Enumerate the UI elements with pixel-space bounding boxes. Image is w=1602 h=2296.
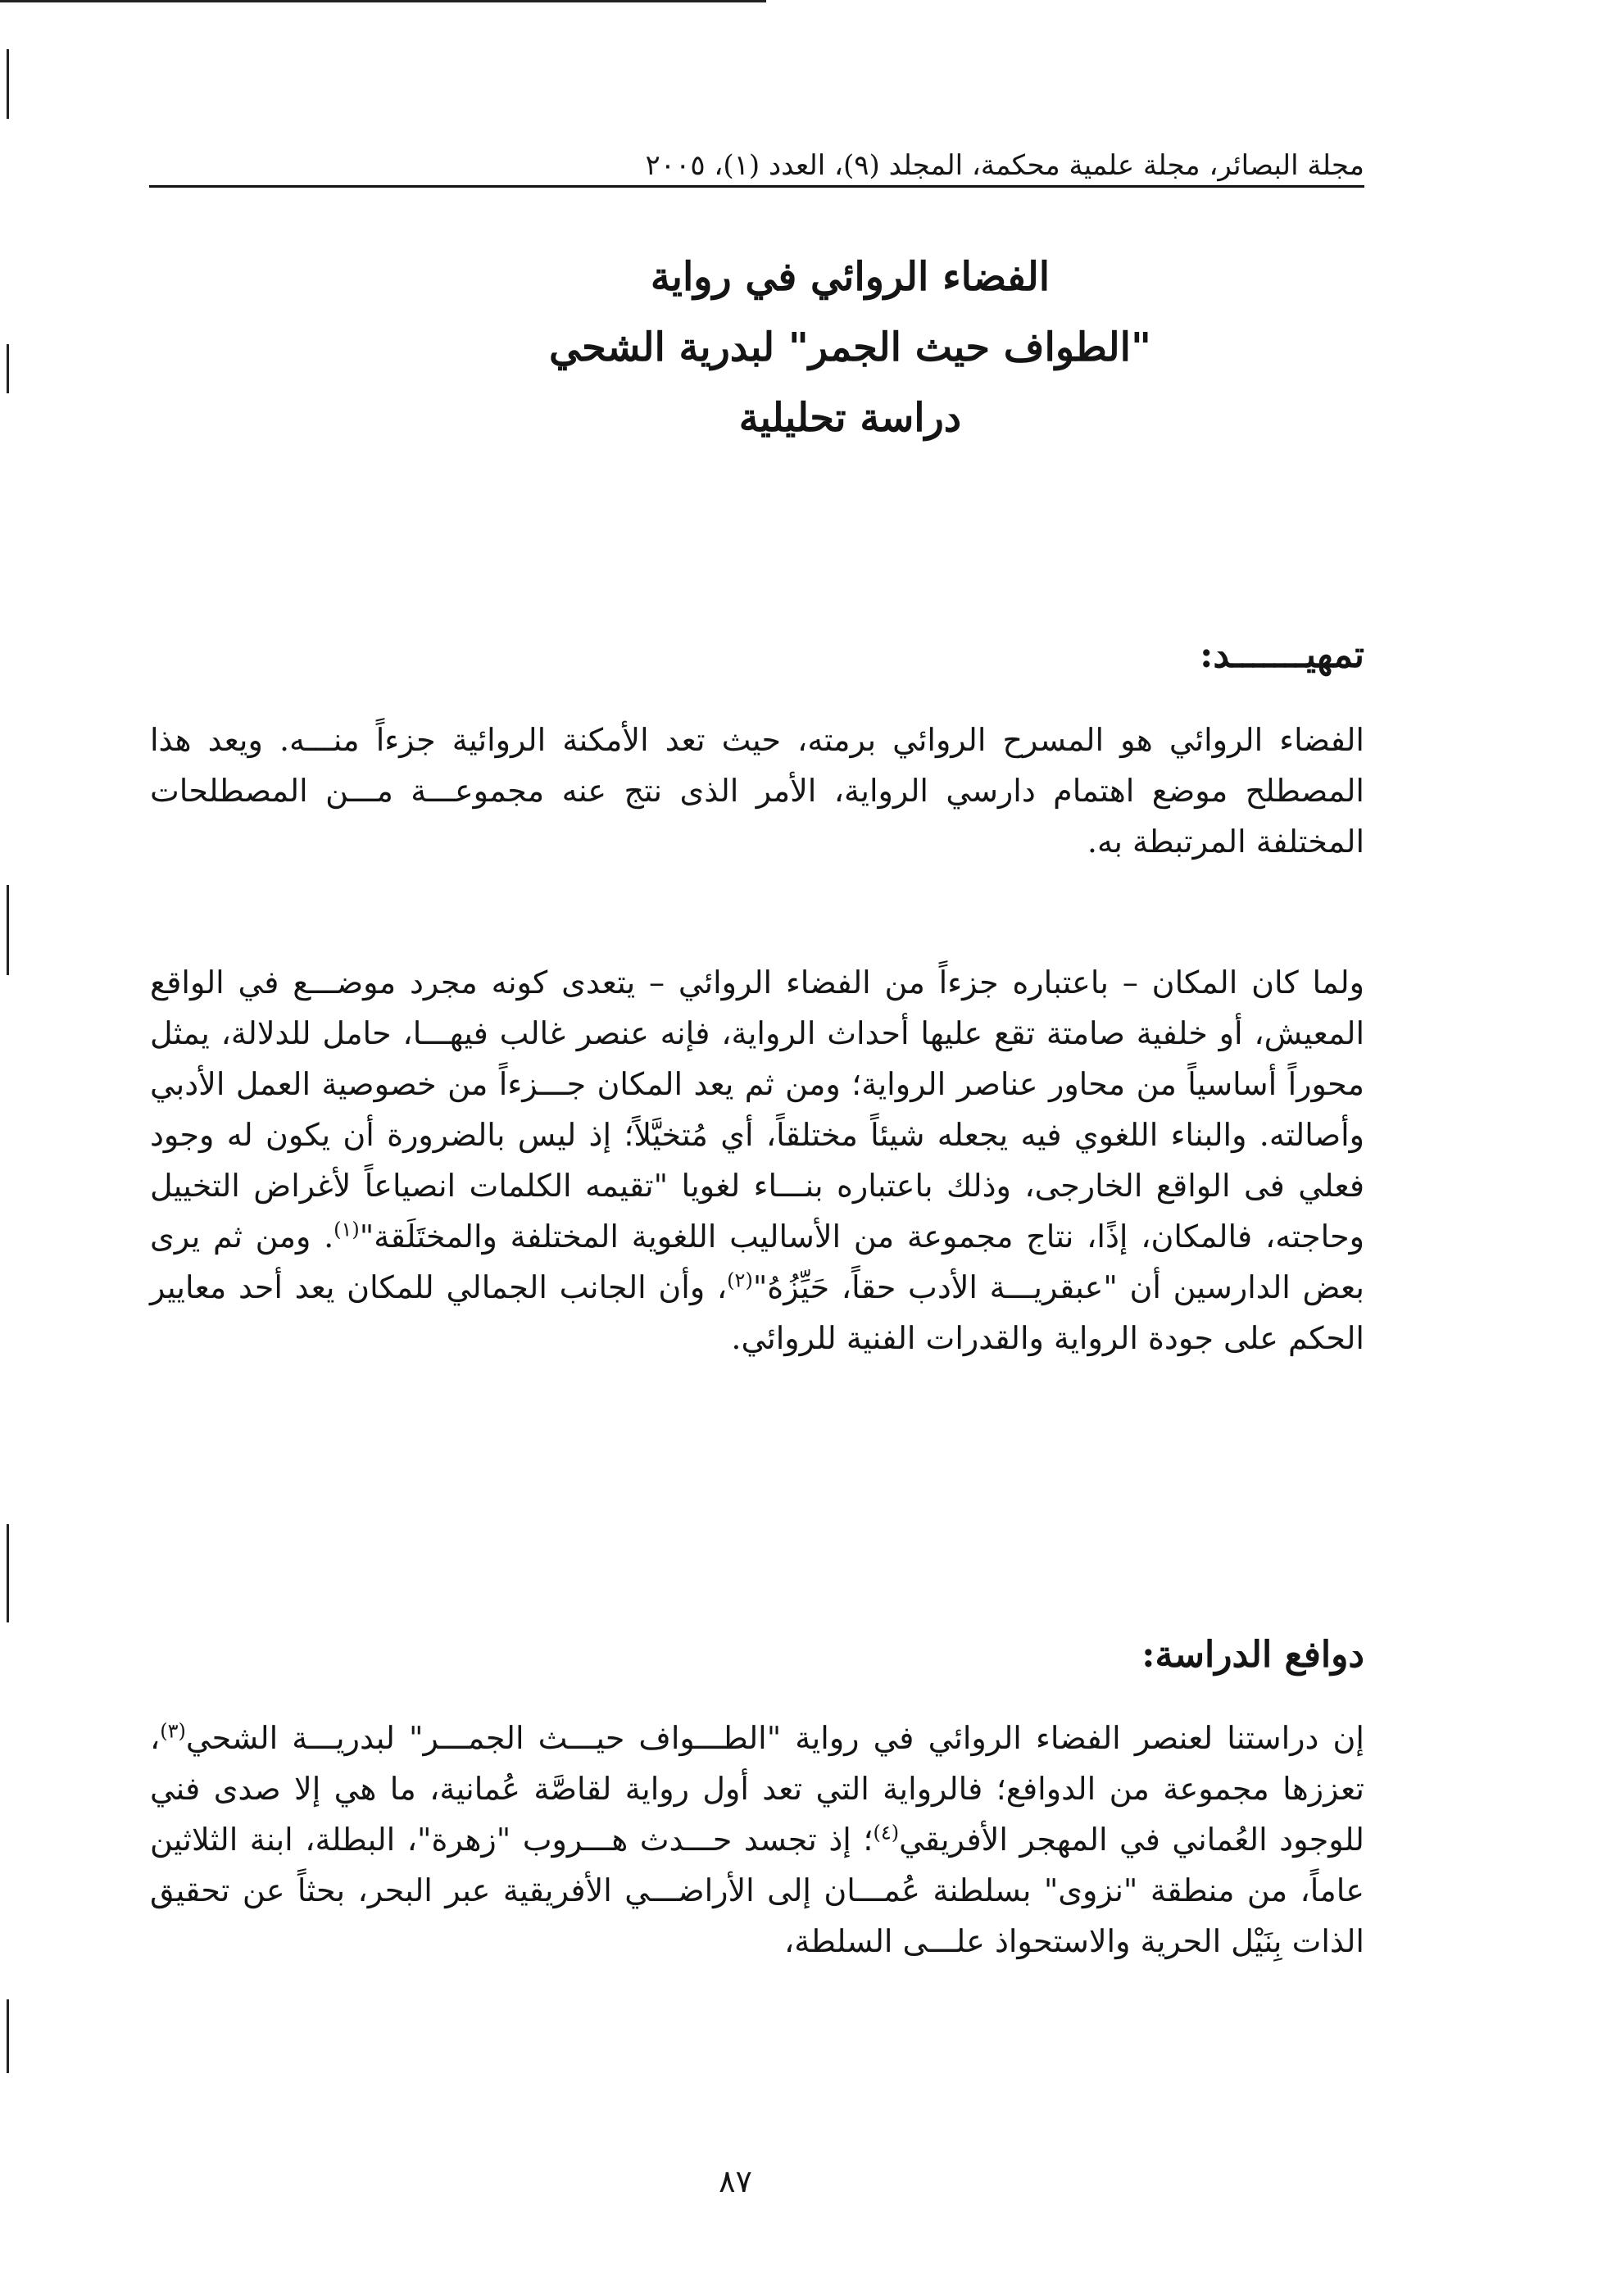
intro-heading: تمهيـــــــد:: [1200, 634, 1364, 676]
title-line-3: دراسة تحليلية: [738, 395, 962, 441]
footnote-ref-4[interactable]: (٤): [873, 1821, 900, 1845]
paragraph-text: ؛ إذ تجسد حـــدث هـــروب "زهرة"، البطلة، ابنة الثلاثين عاماً، من منطقة "نزوى" بسلطنة عُمـــان إلى الأراضـــي الأفريقية عبر البحر، بحثاً عن تحقيق الذات بِنَيْل الحرية والاستحواذ علـــى السلطة،: [150, 1822, 1364, 1959]
footnote-ref-3[interactable]: (٣): [160, 1719, 186, 1743]
page-number: ٨٧: [719, 2163, 752, 2199]
scan-edge-mark: [7, 1999, 9, 2073]
footnote-ref-2[interactable]: (٢): [727, 1268, 753, 1292]
paragraph-text: ، وأن الجانب الجمالي للمكان يعد أحد معايير الحكم على جودة الرواية والقدرات الفنية للروائي.: [150, 1269, 1364, 1356]
motives-heading: دوافع الدراسة:: [1141, 1634, 1364, 1676]
scan-edge-mark: [7, 1524, 9, 1622]
footnote-ref-1[interactable]: (١): [334, 1218, 360, 1241]
running-header: مجلة البصائر، مجلة علمية محكمة، المجلد (٩)، العدد (١)، ٢٠٠٥: [645, 149, 1364, 182]
title-line-1: الفضاء الروائي في رواية: [650, 254, 1051, 300]
paragraph-text: . ومن ثم يرى بعض الدارسين أن "عبقريـــة الأدب حقاً، حَيِّزُهُ": [150, 1218, 1364, 1305]
paragraph-text: إن دراستنا لعنصر الفضاء الروائي في رواية "الطـــواف حيـــث الجمـــر" لبدريـــة الشحي: [185, 1720, 1364, 1756]
intro-paragraph-1-text: الفضاء الروائي هو المسرح الروائي برمته، حيث تعد الأمكنة الروائية جزءاً منـــه. ويعد هذا المصطلح موضع اهتمام دارسي الرواية، الأمر الذى نتج عنه مجموعـــة مـــن المصطلحات المختلفة المرتبطة به.: [150, 722, 1364, 860]
paragraph-text: ، تعززها مجموعة من الدوافع؛ فالرواية التي تعد أول رواية لقاصَّة عُمانية، ما هي إلا صدى فني للوجود العُماني في المهجر الأفريقي: [150, 1720, 1365, 1858]
header-rule: [149, 185, 1364, 188]
motives-paragraph: [150, 1713, 1364, 1967]
scan-edge-mark: [7, 885, 9, 975]
scan-edge-mark: [7, 49, 9, 119]
paragraph-text: ولما كان المكان – باعتباره جزءاً من الفضاء الروائي – يتعدى كونه مجرد موضـــع في الواقع المعيش، أو خلفية صامتة تقع عليها أحداث الرواية، فإنه عنصر غالب فيهـــا، حامل للدلالة، يمثل محوراً أساسياً من محاور عناصر الرواية؛ ومن ثم يعد المكان جـــزءاً من خصوصية العمل الأدبي وأصالته. والبناء اللغوي فيه يجعله شيئاً مختلقاً، أي مُتخيَّلاً؛ إذ ليس بالضرورة أن يكون له وجود فعلي فى الواقع الخارجى، وذلك باعتباره بنـــاء لغويا "تقيمه الكلمات انصياعاً لأغراض التخييل وحاجته، فالمكان، إذًا، نتاج مجموعة من الأساليب اللغوية المختلفة والمختَلَقة": [150, 964, 1364, 1255]
intro-paragraph-1: [150, 715, 1364, 867]
title-line-2: "الطواف حيث الجمر" لبدرية الشحي: [549, 324, 1151, 370]
intro-paragraph-2: [150, 957, 1364, 1364]
article-title: [0, 242, 1602, 453]
scan-top-edge-line: [0, 0, 766, 2]
